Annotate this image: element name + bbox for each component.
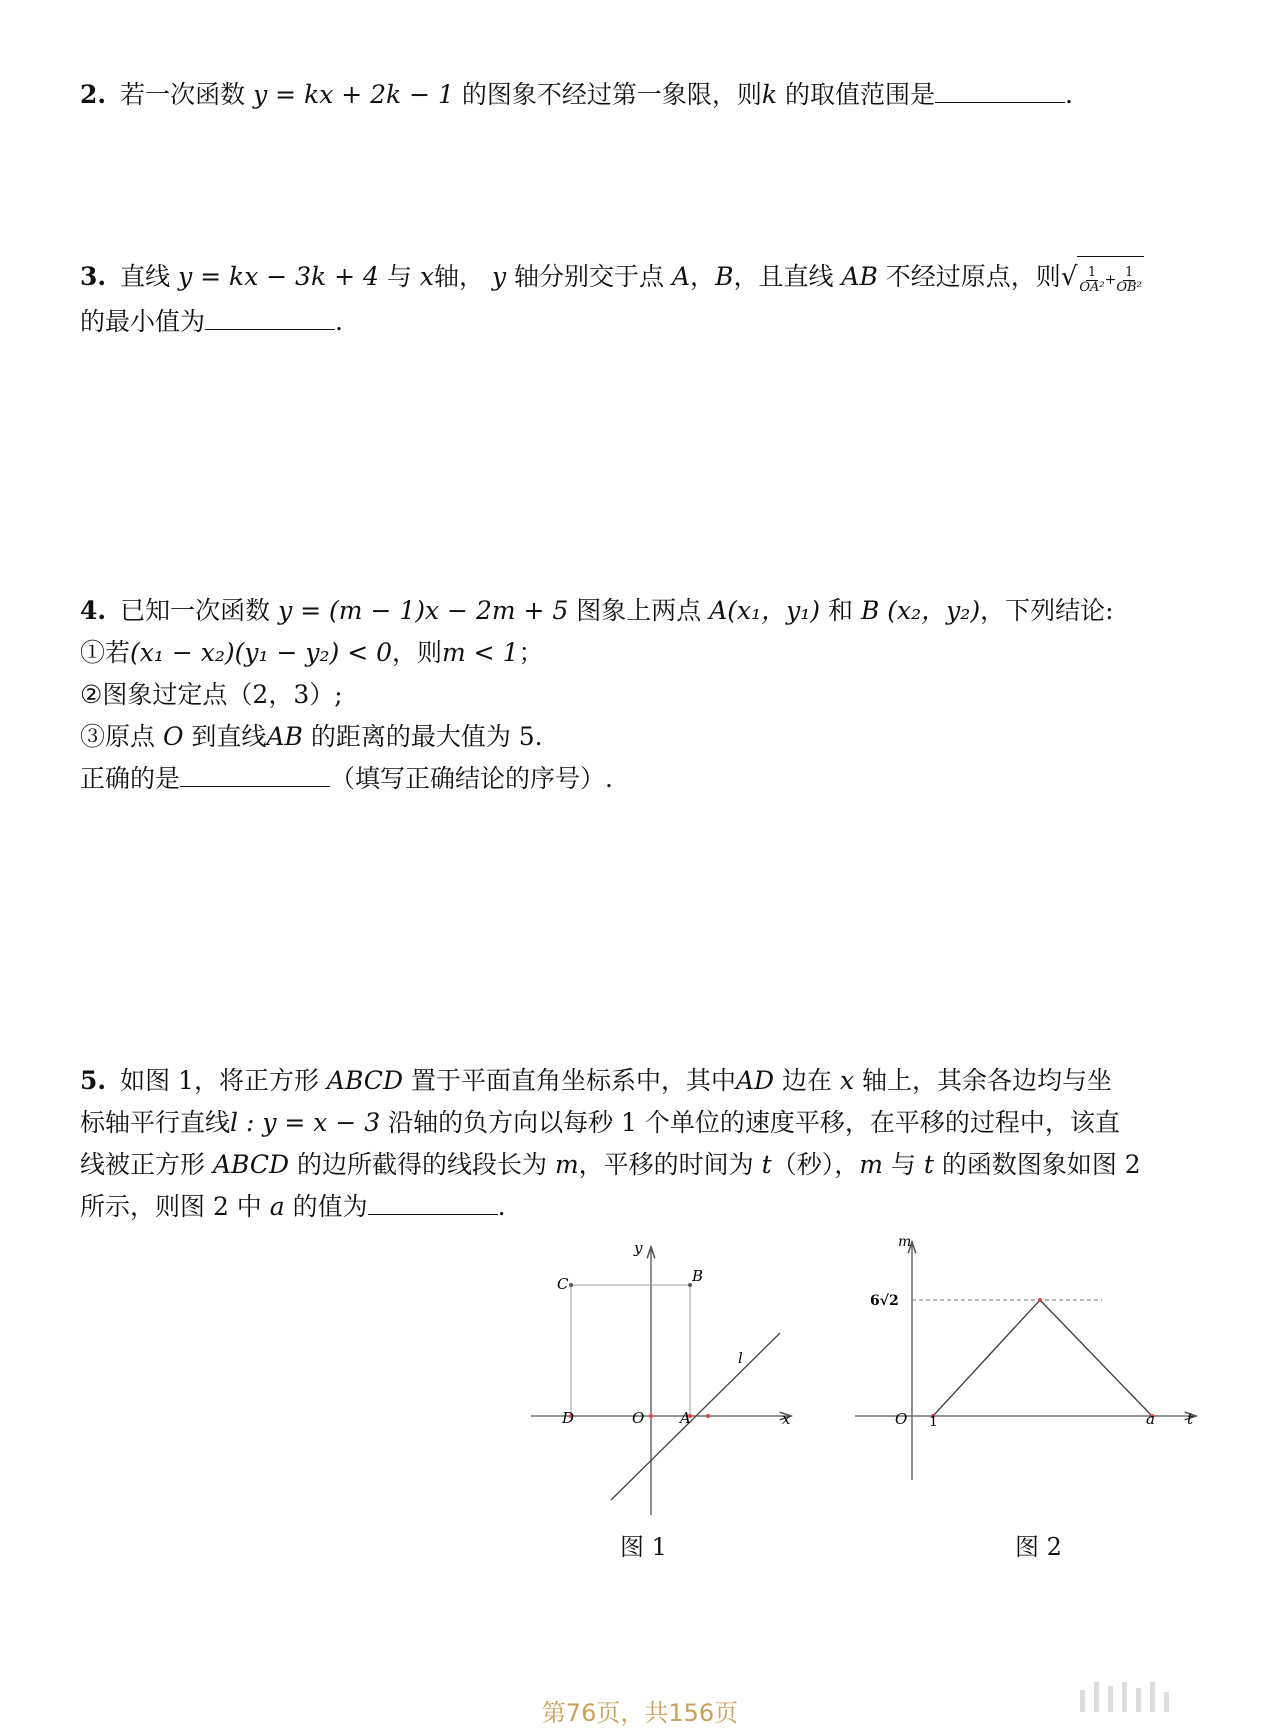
math-variable: m [554, 1150, 579, 1179]
text: （填写正确结论的序号）. [330, 764, 613, 793]
math-expression: (x₁ − x₂)(y₁ − y₂) < 0 [130, 638, 392, 667]
math-variable: AB [266, 722, 303, 751]
label-d: D [562, 1409, 575, 1427]
text: 置于平面直角坐标系中，其中 [410, 1066, 736, 1095]
text: 的最小值为 [80, 307, 206, 336]
text: 轴分别交于点 [514, 262, 665, 291]
math-variable: B [715, 262, 734, 291]
text: . [1065, 80, 1073, 109]
label-c: C [557, 1275, 569, 1293]
text: ①若 [80, 638, 131, 667]
text: 如图 1，将正方形 [120, 1066, 319, 1095]
question-number: 3. [80, 262, 107, 291]
m-t-graph [933, 1300, 1152, 1416]
text: 轴， [433, 262, 484, 291]
text: . [497, 1192, 506, 1221]
label-one: 1 [929, 1414, 938, 1430]
text: 已知一次函数 [120, 596, 271, 625]
indicator-bar [1108, 1686, 1113, 1712]
math-variable: x [419, 262, 434, 291]
fraction-denominator: OB² [1116, 279, 1142, 295]
fraction-numerator: 1 [1087, 264, 1097, 280]
text: . [335, 307, 343, 336]
text: 的距离的最大值为 5. [310, 722, 543, 751]
text: 图象上两点 [576, 596, 702, 625]
fraction-numerator: 1 [1124, 264, 1134, 280]
indicator-bar [1094, 1682, 1099, 1712]
indicator-bar [1164, 1692, 1169, 1712]
question-number: 5. [80, 1066, 107, 1095]
math-variable: k [761, 80, 778, 109]
math-variable: t [761, 1150, 772, 1179]
question-number: 4. [80, 596, 107, 625]
math-variable: A [671, 262, 691, 291]
text: （秒）， [771, 1150, 860, 1179]
math-expression: y = kx + 2k − 1 [253, 80, 454, 109]
text: ，下列结论: [980, 596, 1114, 625]
fraction-denominator: OA² [1079, 279, 1105, 295]
figure-1-caption: 图 1 [620, 1533, 667, 1561]
text: ，则 [392, 638, 443, 667]
label-m: m [898, 1234, 912, 1250]
text: ，且直线 [733, 262, 834, 291]
math-expression: y = kx − 3k + 4 [178, 262, 379, 291]
math-variable: AD [735, 1066, 775, 1095]
point-peak [1038, 1298, 1042, 1302]
math-expression: m < 1 [442, 638, 519, 667]
text: 与 [386, 262, 412, 291]
text: 标轴平行直线 [80, 1108, 231, 1137]
text: ，平移的时间为 [578, 1150, 754, 1179]
text: 所示，则图 2 中 [80, 1192, 262, 1221]
text: 和 [828, 596, 854, 625]
label-a: A [680, 1409, 691, 1427]
text: 的图象不经过第一象限，则 [461, 80, 762, 109]
text: 若一次函数 [120, 80, 246, 109]
conclusion-2: ②图象过定点（2，3）; [80, 680, 343, 709]
indicator-bar [1080, 1690, 1085, 1712]
indicator-bar [1122, 1682, 1127, 1712]
label-t: t [1187, 1410, 1194, 1428]
text: 与 [890, 1150, 916, 1179]
math-expression: y = (m − 1)x − 2m + 5 [278, 596, 569, 625]
text: 不经过原点，则 [885, 262, 1061, 291]
text: ； [518, 638, 544, 667]
text: 边在 [782, 1066, 833, 1095]
text: 直线 [120, 262, 171, 291]
label-peak: 6√2 [870, 1293, 899, 1309]
question-number: 2. [80, 80, 107, 109]
math-expression: l : y = x − 3 [230, 1108, 381, 1137]
indicator-bar [1136, 1688, 1141, 1712]
page-scroll-indicator [1080, 1682, 1169, 1712]
indicator-bar [1150, 1682, 1155, 1712]
label-o: O [632, 1409, 645, 1427]
text: 的取值范围是 [785, 80, 936, 109]
page-number: 第76页，共156页 [541, 1699, 739, 1727]
label-b: B [692, 1267, 704, 1285]
label-a: a [1146, 1410, 1155, 1428]
math-variable: a [269, 1192, 285, 1221]
math-variable: x [839, 1066, 855, 1095]
label-o: O [895, 1410, 908, 1428]
text: 沿轴的负方向以每秒 1 个单位的速度平移，在平移的过程中，该直 [388, 1108, 1120, 1137]
label-y: y [634, 1239, 643, 1257]
label-l: l [738, 1349, 743, 1367]
label-x: x [782, 1410, 791, 1428]
text: ， [690, 262, 716, 291]
math-point: B (x₂，y₂) [860, 596, 981, 625]
figure-2-caption: 图 2 [1015, 1533, 1062, 1561]
text: 到直线 [191, 722, 267, 751]
math-variable: m [859, 1150, 883, 1179]
math-variable: ABCD [212, 1150, 290, 1179]
text: ③原点 [80, 722, 156, 751]
plus-sign: + [1104, 272, 1117, 288]
text: 的函数图象如图 2 [941, 1150, 1141, 1179]
math-point: A(x₁，y₁) [709, 596, 821, 625]
text: 的值为 [292, 1192, 368, 1221]
math-variable: y [491, 262, 507, 291]
text: 正确的是 [80, 764, 181, 793]
math-variable: O [162, 722, 184, 751]
text: 线被正方形 [80, 1150, 206, 1179]
text: 轴上，其余各边均与坐 [862, 1066, 1113, 1095]
math-variable: t [923, 1150, 934, 1179]
text: 的边所截得的线段长为 [296, 1150, 547, 1179]
sqrt-sign: √ [1060, 262, 1078, 292]
math-variable: AB [841, 262, 878, 291]
math-variable: ABCD [326, 1066, 403, 1095]
